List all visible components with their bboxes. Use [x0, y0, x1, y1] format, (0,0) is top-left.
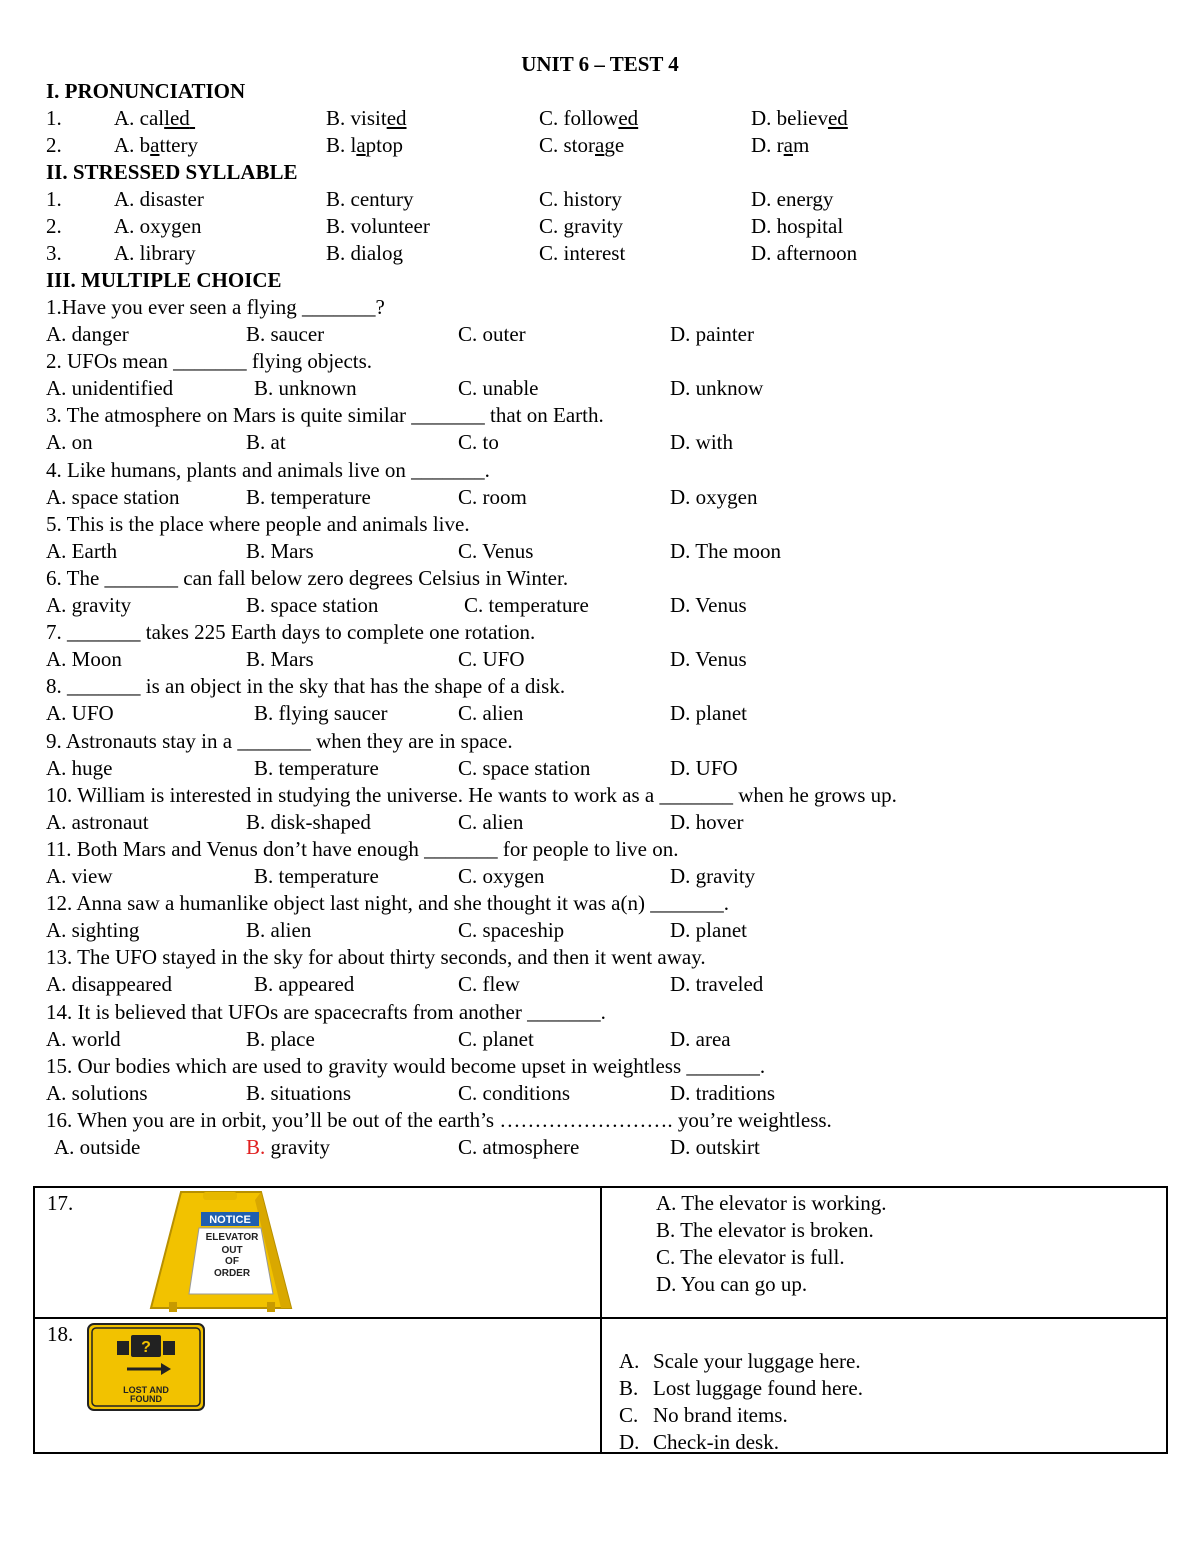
elevator-out-of-order-sign	[141, 1190, 301, 1314]
option-c[interactable]: C. to	[458, 430, 499, 454]
option-d[interactable]: D. Venus	[670, 593, 747, 617]
option-a[interactable]: A. The elevator is working.	[656, 1191, 887, 1215]
option-b[interactable]: B. flying saucer	[254, 701, 388, 725]
sign-line-2: OUT	[221, 1245, 243, 1256]
option-a[interactable]: A. view	[46, 864, 113, 888]
option-d[interactable]: D. ram	[751, 133, 810, 157]
option-d[interactable]: D. area	[670, 1027, 731, 1051]
option-a[interactable]: A. library	[114, 241, 196, 265]
option-d[interactable]: D. planet	[670, 701, 747, 725]
option-b[interactable]: Lost luggage found here.	[653, 1376, 863, 1400]
option-c[interactable]: C. space station	[458, 756, 591, 780]
option-b[interactable]: B. gravity	[246, 1135, 330, 1159]
option-c[interactable]: C. room	[458, 485, 527, 509]
option-a[interactable]: A. on	[46, 430, 93, 454]
option-d[interactable]: D. Venus	[670, 647, 747, 671]
option-b[interactable]: B. dialog	[326, 241, 403, 265]
option-c[interactable]: C. spaceship	[458, 918, 565, 942]
option-b[interactable]: B. temperature	[246, 485, 371, 509]
option-c[interactable]: C. outer	[458, 322, 526, 346]
option-b[interactable]: B. Mars	[246, 647, 314, 671]
option-d[interactable]: D. outskirt	[670, 1135, 760, 1159]
option-c[interactable]: C. history	[539, 187, 622, 211]
option-d[interactable]: D. The moon	[670, 539, 782, 563]
option-b[interactable]: B. The elevator is broken.	[656, 1218, 874, 1242]
option-b[interactable]: B. laptop	[326, 133, 404, 157]
option-d[interactable]: D. traditions	[670, 1081, 775, 1105]
option-d[interactable]: Check-in desk.	[653, 1430, 779, 1454]
option-a[interactable]: A. unidentified	[46, 376, 174, 400]
option-a[interactable]: A. oxygen	[114, 214, 202, 238]
lost-and-found-sign	[87, 1323, 205, 1411]
option-c[interactable]: C. Venus	[458, 539, 534, 563]
option-d[interactable]: D. afternoon	[751, 241, 858, 265]
question-5-text: 5. This is the place where people and animals live.	[46, 512, 470, 536]
option-c[interactable]: C. oxygen	[458, 864, 545, 888]
option-a[interactable]: A. disaster	[114, 187, 204, 211]
option-a[interactable]: A. astronaut	[46, 810, 149, 834]
option-a[interactable]: Scale your luggage here.	[653, 1349, 861, 1373]
option-b[interactable]: B. unknown	[254, 376, 357, 400]
option-b[interactable]: B. temperature	[254, 756, 379, 780]
option-a[interactable]: A. disappeared	[46, 972, 172, 996]
option-c[interactable]: C. followed	[539, 106, 639, 130]
option-a[interactable]: A. solutions	[46, 1081, 148, 1105]
question-15-text: 15. Our bodies which are used to gravity would become upset in weightless _______.	[46, 1054, 766, 1078]
option-b[interactable]: B. disk-shaped	[246, 810, 371, 834]
sign-line-2: FOUND	[130, 1394, 162, 1404]
option-c[interactable]: C. atmosphere	[458, 1135, 580, 1159]
option-c[interactable]: C. temperature	[464, 593, 589, 617]
option-d[interactable]: D. traveled	[670, 972, 764, 996]
option-d[interactable]: D. gravity	[670, 864, 756, 888]
option-d[interactable]: D. planet	[670, 918, 747, 942]
option-b[interactable]: B. saucer	[246, 322, 325, 346]
option-b[interactable]: B. volunteer	[326, 214, 430, 238]
question-1-text: 1.Have you ever seen a flying _______?	[46, 295, 385, 319]
option-a[interactable]: A. called	[114, 106, 190, 130]
option-d[interactable]: D. You can go up.	[656, 1272, 808, 1296]
question-6-text: 6. The _______ can fall below zero degrees Celsius in Winter.	[46, 566, 569, 590]
option-d[interactable]: D. UFO	[670, 756, 738, 780]
option-a[interactable]: A. danger	[46, 322, 129, 346]
sign-line-1: ELEVATOR	[205, 1232, 259, 1243]
option-b[interactable]: B. at	[246, 430, 286, 454]
question-17-options	[601, 1187, 1167, 1318]
question-8-text: 8. _______ is an object in the sky that has the shape of a disk.	[46, 674, 566, 698]
sign-line-3: OF	[225, 1256, 239, 1267]
sign-line-1: LOST AND	[123, 1385, 169, 1395]
option-b[interactable]: B. visited	[326, 106, 407, 130]
option-c[interactable]: No brand items.	[653, 1403, 788, 1427]
option-d[interactable]: D. unknow	[670, 376, 764, 400]
option-c[interactable]: C. interest	[539, 241, 626, 265]
option-b[interactable]: B. alien	[246, 918, 312, 942]
question-7-text: 7. _______ takes 225 Earth days to complete one rotation.	[46, 620, 536, 644]
option-d[interactable]: D. hospital	[751, 214, 844, 238]
option-c[interactable]: C. planet	[458, 1027, 534, 1051]
question-16-text: 16. When you are in orbit, you’ll be out of the earth’s ……………………. you’re weightless.	[46, 1108, 832, 1132]
question-12-text: 12. Anna saw a humanlike object last night, and she thought it was a(n) _______.	[46, 891, 729, 915]
svg-text:?: ?	[141, 1339, 151, 1356]
option-d[interactable]: D. with	[670, 430, 733, 454]
option-a[interactable]: A. huge	[46, 756, 113, 780]
question-9-text: 9. Astronauts stay in a _______ when they are in space.	[46, 729, 513, 753]
picture-questions-table	[33, 1186, 1168, 1454]
question-18-cell: 18. ? LOST AND FOUND	[34, 1318, 601, 1453]
section-stressed-heading: II. STRESSED SYLLABLE	[46, 160, 298, 184]
question-14-text: 14. It is believed that UFOs are spacecrafts from another _______.	[46, 1000, 606, 1024]
option-a[interactable]: A. Earth	[46, 539, 118, 563]
option-d[interactable]: D. energy	[751, 187, 834, 211]
option-d[interactable]: D. believed	[751, 106, 848, 130]
option-c[interactable]: C. The elevator is full.	[656, 1245, 845, 1269]
question-10-text: 10. William is interested in studying the universe. He wants to work as a _______ when he grows up.	[46, 783, 897, 807]
sign-notice-text: NOTICE	[209, 1214, 251, 1226]
option-c[interactable]: C. alien	[458, 810, 524, 834]
question-13-text: 13. The UFO stayed in the sky for about thirty seconds, and then it went away.	[46, 945, 706, 969]
option-d[interactable]: D. oxygen	[670, 485, 758, 509]
option-b[interactable]: B. temperature	[254, 864, 379, 888]
option-c[interactable]: C. conditions	[458, 1081, 571, 1105]
option-a[interactable]: A. outside	[54, 1135, 141, 1159]
option-a[interactable]: A. battery	[114, 133, 198, 157]
question-2-text: 2. UFOs mean _______ flying objects.	[46, 349, 373, 373]
section-pronunciation-heading: I. PRONUNCIATION	[46, 79, 246, 103]
option-b[interactable]: B. Mars	[246, 539, 314, 563]
sign-line-4: ORDER	[213, 1268, 251, 1279]
answer-letter-marked: B.	[246, 1135, 266, 1159]
option-b[interactable]: B. space station	[246, 593, 379, 617]
option-d[interactable]: D. hover	[670, 810, 744, 834]
option-a[interactable]: A. UFO	[46, 701, 114, 725]
option-b[interactable]: B. appeared	[254, 972, 355, 996]
question-11-text: 11. Both Mars and Venus don’t have enough _______ for people to live on.	[46, 837, 679, 861]
option-c[interactable]: C. unable	[458, 376, 539, 400]
option-a[interactable]: A. gravity	[46, 593, 132, 617]
question-3-text: 3. The atmosphere on Mars is quite similar _______ that on Earth.	[46, 403, 604, 427]
option-a[interactable]: A. world	[46, 1027, 121, 1051]
option-a[interactable]: A. sighting	[46, 918, 140, 942]
question-17-cell: 17. NOTICE ELEVATOR OUT OF ORDER	[34, 1187, 601, 1318]
option-c[interactable]: C. UFO	[458, 647, 525, 671]
page-title: UNIT 6 – TEST 4	[521, 52, 679, 76]
option-a[interactable]: A. Moon	[46, 647, 122, 671]
question-4-text: 4. Like humans, plants and animals live on _______.	[46, 458, 490, 482]
option-c[interactable]: C. gravity	[539, 214, 623, 238]
question-18-options: A. Scale your luggage here. B. Lost luggage found here. C. No brand items. D. Check-in desk.	[601, 1318, 1167, 1453]
option-b[interactable]: B. place	[246, 1027, 315, 1051]
section-multiple-choice-heading: III. MULTIPLE CHOICE	[46, 268, 282, 292]
option-b[interactable]: B. century	[326, 187, 414, 211]
option-d[interactable]: D. painter	[670, 322, 754, 346]
option-c[interactable]: C. storage	[539, 133, 625, 157]
option-a[interactable]: A. space station	[46, 485, 180, 509]
option-c[interactable]: C. alien	[458, 701, 524, 725]
option-c[interactable]: C. flew	[458, 972, 520, 996]
option-b[interactable]: B. situations	[246, 1081, 352, 1105]
